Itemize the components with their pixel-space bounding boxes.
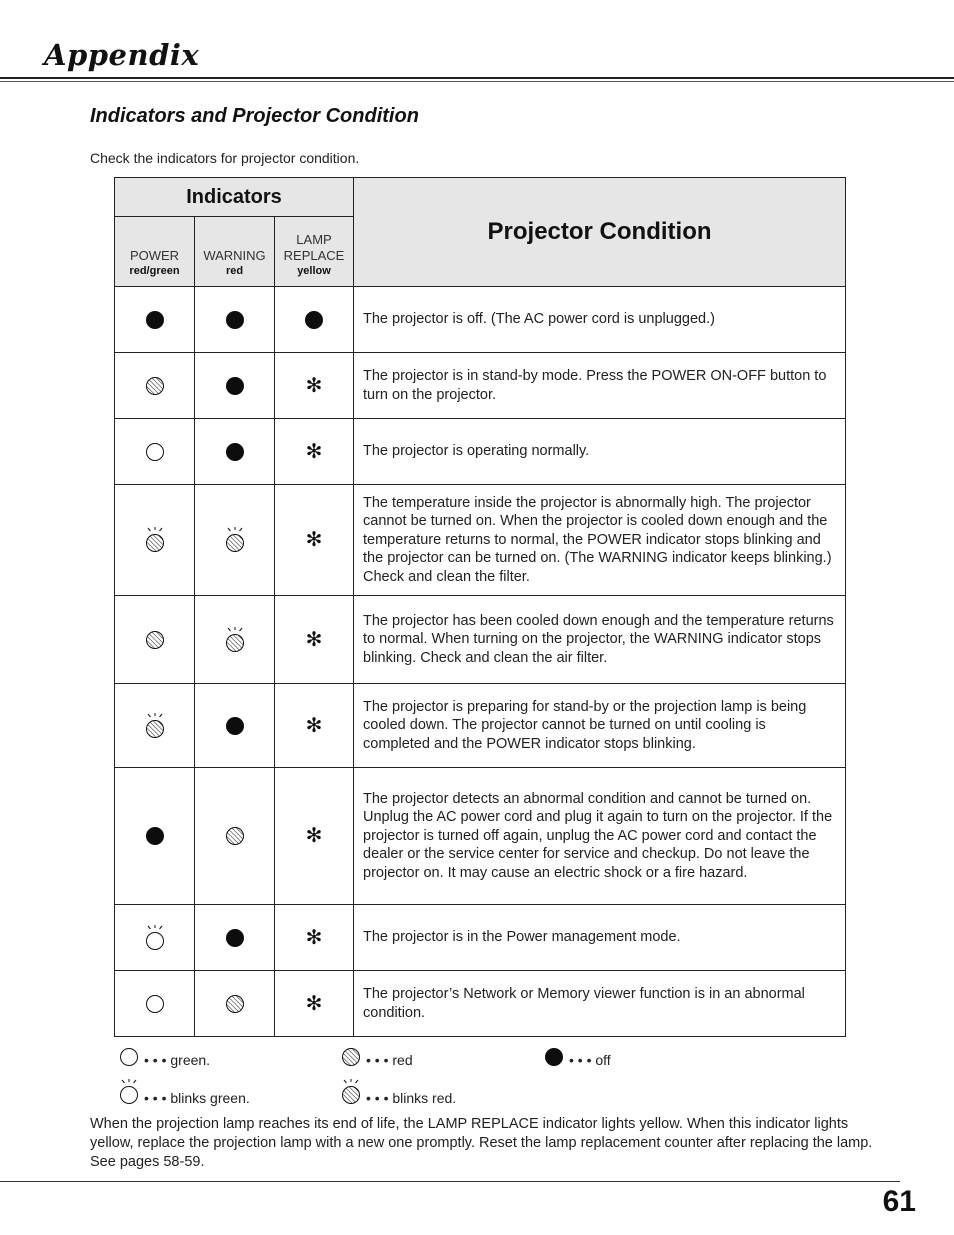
warning-indicator-off-icon xyxy=(195,419,275,485)
table-row xyxy=(115,768,846,905)
legend-blink-red xyxy=(340,1078,456,1106)
warning-indicator-off-icon xyxy=(195,287,275,353)
legend-green xyxy=(118,1046,210,1068)
table-row xyxy=(115,596,846,684)
lamp-indicator-asterisk xyxy=(275,419,354,485)
power-indicator-blink-green-icon xyxy=(115,905,195,971)
condition-description: The temperature inside the projector is abnormally high. The projector cannot be turned on. When the projector is cooled down enough and the temperature returns to normal, the POWER indicator stops blinking and the projector can be turned on. (The WARNING indicator keeps blinking.) Check and clean the filter. xyxy=(354,485,846,596)
lamp-indicator-asterisk xyxy=(275,485,354,596)
condition-description: The projector is off. (The AC power cord is unplugged.) xyxy=(354,287,846,353)
section-title: Appendix xyxy=(44,38,200,72)
power-indicator-red-icon xyxy=(115,596,195,684)
lamp-column-color: yellow xyxy=(297,265,331,277)
condition-description: The projector is preparing for stand-by or the projection lamp is being cooled down. The projector cannot be turned on until cooling is completed and the POWER indicator stops blinking. xyxy=(354,684,846,768)
power-indicator-green-icon xyxy=(115,419,195,485)
power-indicator-off-icon xyxy=(115,768,195,905)
power-indicator-blink-red-icon xyxy=(115,485,195,596)
lamp-footnote: When the projection lamp reaches its end of life, the LAMP REPLACE indicator lights yellow. When this indicator lights yellow, replace the projection lamp with a new one promptly. Reset the lamp replacement counter after replacing the lamp. See pages 58-59. xyxy=(90,1116,873,1170)
warning-column-header xyxy=(195,217,275,287)
power-indicator-blink-red-icon xyxy=(115,684,195,768)
footer-rule xyxy=(0,1181,900,1182)
lamp-column-header xyxy=(275,217,354,287)
table-row xyxy=(115,287,846,353)
condition-description: The projector’s Network or Memory viewer function is in an abnormal condition. xyxy=(354,971,846,1037)
lamp-indicator-asterisk xyxy=(275,905,354,971)
lamp-indicator-asterisk xyxy=(275,971,354,1037)
asterisk-icon: ✻ xyxy=(305,990,323,1015)
legend-blink-red-label: • • • blinks red. xyxy=(366,1090,457,1106)
asterisk-icon: ✻ xyxy=(305,438,323,463)
table-row xyxy=(115,905,846,971)
warning-indicator-blink-red-icon xyxy=(195,485,275,596)
condition-description: The projector is operating normally. xyxy=(354,419,846,485)
asterisk-icon: ✻ xyxy=(305,626,323,651)
lamp-indicator-asterisk xyxy=(275,768,354,905)
lamp-indicator-asterisk xyxy=(275,684,354,768)
power-indicator-off-icon xyxy=(115,287,195,353)
table-row xyxy=(115,485,846,596)
warning-indicator-red-icon xyxy=(195,768,275,905)
lamp-indicator-asterisk xyxy=(275,596,354,684)
legend-blink-green xyxy=(118,1078,250,1106)
power-indicator-red-icon xyxy=(115,353,195,419)
indicators-header: Indicators xyxy=(115,178,354,217)
legend-blink-red-icon xyxy=(340,1078,366,1106)
warning-indicator-off-icon xyxy=(195,684,275,768)
page-subtitle: Indicators and Projector Condition xyxy=(90,105,419,127)
warning-indicator-off-icon xyxy=(195,353,275,419)
condition-description: The projector detects an abnormal condition and cannot be turned on. Unplug the AC power cord and plug it again to turn on the projector. If the projector is turned off again, unplug the AC power cord and contact the dealer or the service center for service and checkup. Do not leave the projector on. It may cause an electric shock or a fire hazard. xyxy=(354,768,846,905)
asterisk-icon: ✻ xyxy=(305,712,323,737)
warning-indicator-red-icon xyxy=(195,971,275,1037)
condition-description: The projector has been cooled down enough and the temperature returns to normal. When turning on the projector, the WARNING indicator stops blinking. Check and clean the air filter. xyxy=(354,596,846,684)
warning-column-name: WARNING xyxy=(203,248,266,263)
page-number: 61 xyxy=(882,1185,916,1218)
table-row xyxy=(115,419,846,485)
legend-red xyxy=(340,1046,413,1068)
legend-red-icon xyxy=(340,1046,366,1068)
table-row xyxy=(115,971,846,1037)
legend-blink-green-label: • • • blinks green. xyxy=(144,1090,250,1106)
asterisk-icon: ✻ xyxy=(305,372,323,397)
header-rule-thin xyxy=(0,81,954,82)
legend-off-icon xyxy=(543,1046,569,1068)
lamp-indicator-off-icon xyxy=(275,287,354,353)
intro-text: Check the indicators for projector condition. xyxy=(90,150,360,166)
asterisk-icon: ✻ xyxy=(305,823,323,847)
condition-description: The projector is in stand-by mode. Press the POWER ON-OFF button to turn on the projector. xyxy=(354,353,846,419)
legend-green-icon xyxy=(118,1046,144,1068)
warning-indicator-off-icon xyxy=(195,905,275,971)
legend-green-label: • • • green. xyxy=(144,1052,211,1068)
condition-header: Projector Condition xyxy=(354,178,846,287)
power-column-color: red/green xyxy=(129,265,180,277)
asterisk-icon: ✻ xyxy=(305,924,323,949)
legend-off xyxy=(543,1046,611,1068)
power-indicator-green-icon xyxy=(115,971,195,1037)
table-row xyxy=(115,353,846,419)
legend-blink-green-icon xyxy=(118,1078,144,1106)
power-column-header xyxy=(115,217,195,287)
condition-description: The projector is in the Power management mode. xyxy=(354,905,846,971)
power-column-name: POWER xyxy=(129,248,180,263)
lamp-column-name: LAMP REPLACE xyxy=(283,232,345,263)
asterisk-icon: ✻ xyxy=(305,527,323,551)
legend-off-label: • • • off xyxy=(569,1052,611,1068)
header-rule xyxy=(0,77,954,79)
table-row xyxy=(115,684,846,768)
warning-column-color: red xyxy=(225,265,244,277)
warning-indicator-blink-red-icon xyxy=(195,596,275,684)
lamp-indicator-asterisk xyxy=(275,353,354,419)
indicator-table xyxy=(114,177,846,1037)
legend-red-label: • • • red xyxy=(366,1052,413,1068)
